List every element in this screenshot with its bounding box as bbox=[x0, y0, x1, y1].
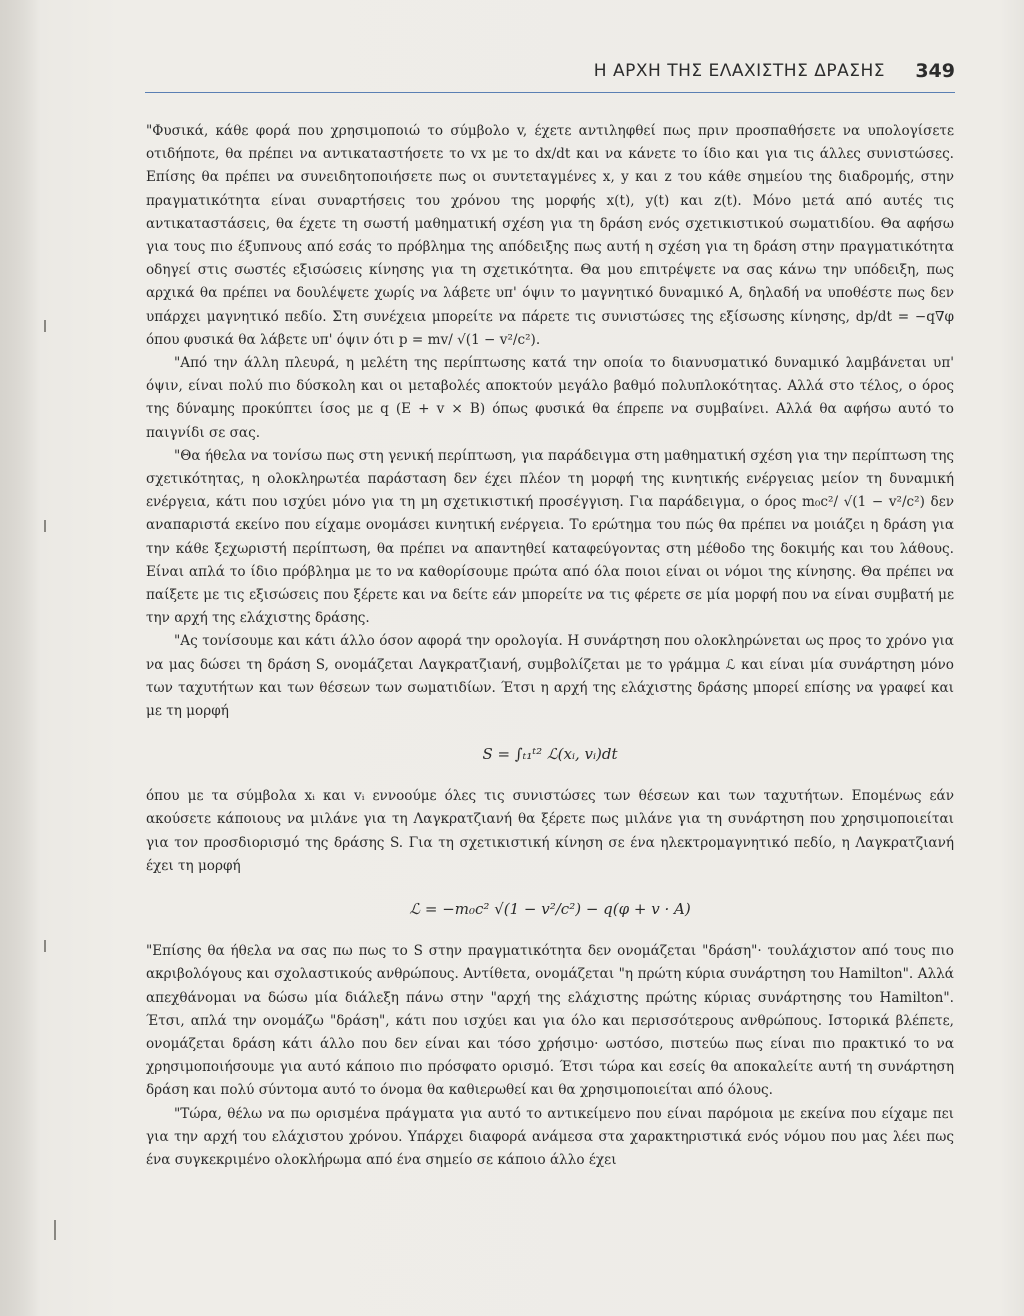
paragraph: "Επίσης θα ήθελα να σας πω πως το S στην πραγματικότητα δεν ονομάζεται "δράση"· τουλάχιστον από τους πιο ακριβολόγους και σχολαστικούς ανθρώπους. Αντίθετα, ονομάζεται "η πρώτη κύρια συνάρτηση του Hamilton". Αλλά απεχθάνομαι να δώσω μία διάλεξη πάνω στην "αρχή της ελάχιστης πρώτης κύριας συνάρτησης του Hamilton". Έτσι, απλά την ονομάζω "δράση", κάτι που ισχύει και για όλο και περισσότερους ανθρώπους. Ιστορικά βλέπετε, ονομάζεται δράση κάτι άλλο που δεν είναι και τόσο χρήσιμο· ωστόσο, πιστεύω πως είναι πιο πρακτικό το να χρησιμοποιήσουμε για αυτό κάποιο πιο πρόσφατο ορισμό. Έτσι τώρα και εσείς θα αποκαλείτε αυτή τη συνάρτηση δράση και πολύ σύντομα αυτό το όνομα θα καθιερωθεί και θα χρησιμοποιείται από όλους. bbox=[146, 943, 954, 1099]
margin-mark bbox=[54, 1220, 56, 1240]
page-binding-shadow bbox=[0, 0, 40, 1316]
margin-mark bbox=[44, 940, 46, 952]
paragraph: "Από την άλλη πλευρά, η μελέτη της περίπτωσης κατά την οποία το διανυσματικό δυναμικό λαμβάνεται υπ' όψιν, είναι πολύ πιο δύσκολη και οι μεταβολές αποκτούν μεγάλο βαθμό πολυπλοκότητας. Αλλά στο τέλος, ο όρος της δύναμης προκύπτει ίσος με q (E + v × B) όπως φυσικά θα έπρεπε να συμβαίνει. Αλλά θα αφήσω αυτό το παιγνίδι σε σας. bbox=[146, 355, 954, 441]
equation-action-integral: S = ∫ₜ₁ᵗ² ℒ(xᵢ, vᵢ)dt bbox=[482, 745, 618, 764]
paragraph: "Φυσικά, κάθε φορά που χρησιμοποιώ το σύμβολο v, έχετε αντιληφθεί πως πριν προσπαθήσετε να υπολογίσετε οτιδήποτε, θα πρέπει να αντικαταστήσετε το vx με το dx/dt και να κάνετε το ίδιο και για τις άλλες συνιστώσες. Επίσης θα πρέπει να συνειδητοποιήσετε πως οι συντεταγμένες x, y και z του κάθε σημείου της διαδρομής, στην πραγματικότητα είναι συναρτήσεις του χρόνου της μορφής x(t), y(t) και z(t). Μόνο μετά από αυτές τις αντικαταστάσεις, θα έχετε τη σωστή μαθηματική σχέση για τη δράση ενός σχετικιστικού σωματιδίου. Θα αφήσω για τους πιο έξυπνους από εσάς το πρόβλημα της απόδειξης πως αυτή η σχέση για τη δράση στην πραγματικότητα οδηγεί στις σωστές εξισώσεις κίνησης για τη σχετικότητα. Θα μου επιτρέψετε να σας κάνω την υπόδειξη, πως αρχικά θα πρέπει να δουλέψετε χωρίς να λάβετε υπ' όψιν το μαγνητικό δυναμικό A, δηλαδή να υποθέστε πως δεν υπάρχει μαγνητικό πεδίο. Στη συνέχεια μπορείτε να πάρετε τις συνιστώσες της εξίσωσης κίνησης, dp/dt = −q∇φ όπου φυσικά θα λάβετε υπ' όψιν ότι p = mv/ √(1 − v²/c²). bbox=[146, 123, 954, 348]
paragraph: όπου με τα σύμβολα xᵢ και vᵢ εννοούμε όλες τις συνιστώσες των θέσεων και των ταχυτήτων. Επομένως εάν ακούσετε κάποιους να μιλάνε για τη Λαγκρατζιανή θα ξέρετε πως μιλάνε για τη συνάρτηση που χρησιμοποιείται για τον προσδιορισμό της δράσης S. Για τη σχετικιστική κίνηση σε ένα ηλεκτρομαγνητικό πεδίο, η Λαγκρατζιανή έχει τη μορφή bbox=[146, 788, 954, 874]
running-header bbox=[145, 58, 955, 93]
margin-mark bbox=[44, 320, 46, 332]
equation-lagrangian: ℒ = −m₀c² √(1 − v²/c²) − q(φ + v · A) bbox=[409, 900, 691, 919]
margin-mark bbox=[44, 520, 46, 532]
page-number: 349 bbox=[915, 60, 955, 82]
main-text bbox=[146, 120, 954, 1172]
paragraph: "Τώρα, θέλω να πω ορισμένα πράγματα για αυτό το αντικείμενο που είναι παρόμοια με εκείνα που είχαμε πει για την αρχή του ελάχιστου χρόνου. Υπάρχει διαφορά ανάμεσα στα χαρακτηριστικά ενός νόμου που μας λέει πως ένα συγκεκριμένο ολοκλήρωμα από ένα σημείο σε κάποιο άλλο έχει bbox=[146, 1105, 954, 1168]
paragraph: "Ας τονίσουμε και κάτι άλλο όσον αφορά την ορολογία. Η συνάρτηση που ολοκληρώνεται ως προς το χρόνο για να μας δώσει τη δράση S, ονομάζεται Λαγκρατζιανή, συμβολίζεται με το γράμμα ℒ και είναι μία συνάρτηση μόνο των ταχυτήτων και των θέσεων των σωματιδίων. Έτσι η αρχή της ελάχιστης δράσης μπορεί επίσης να γραφεί και με τη μορφή bbox=[146, 633, 954, 720]
running-title: Η ΑΡΧΗ ΤΗΣ ΕΛΑΧΙΣΤΗΣ ΔΡΑΣΗΣ bbox=[593, 61, 885, 81]
paragraph: "Θα ήθελα να τονίσω πως στη γενική περίπτωση, για παράδειγμα στη μαθηματική σχέση για την περίπτωση της σχετικότητας, η ολοκληρωτέα παράσταση δεν έχει πλέον τη μορφή της κινητικής ενέργειας μείον τη δυναμική ενέργεια, κάτι που ισχύει μόνο για τη μη σχετικιστική προσέγγιση. Για παράδειγμα, ο όρος m₀c²/ √(1 − v²/c²) δεν αναπαριστά εκείνο που είχαμε ονομάσει κινητική ενέργεια. Το ερώτημα του πώς θα πρέπει να μοιάζει η δράση για την κάθε ξεχωριστή περίπτωση, θα πρέπει να απαντηθεί καταφεύγοντας στη μέθοδο της δοκιμής και του λάθους. Είναι απλά το ίδιο πρόβλημα με το να καθορίσουμε πρώτα από όλα ποιοι είναι οι νόμοι της κίνησης. Θα πρέπει να παίξετε με τις εξισώσεις που ξέρετε και να δείτε εάν μπορείτε να τις φέρετε σε μία μορφή που να είναι συμβατή με την αρχή της ελάχιστης δράσης. bbox=[146, 447, 954, 627]
